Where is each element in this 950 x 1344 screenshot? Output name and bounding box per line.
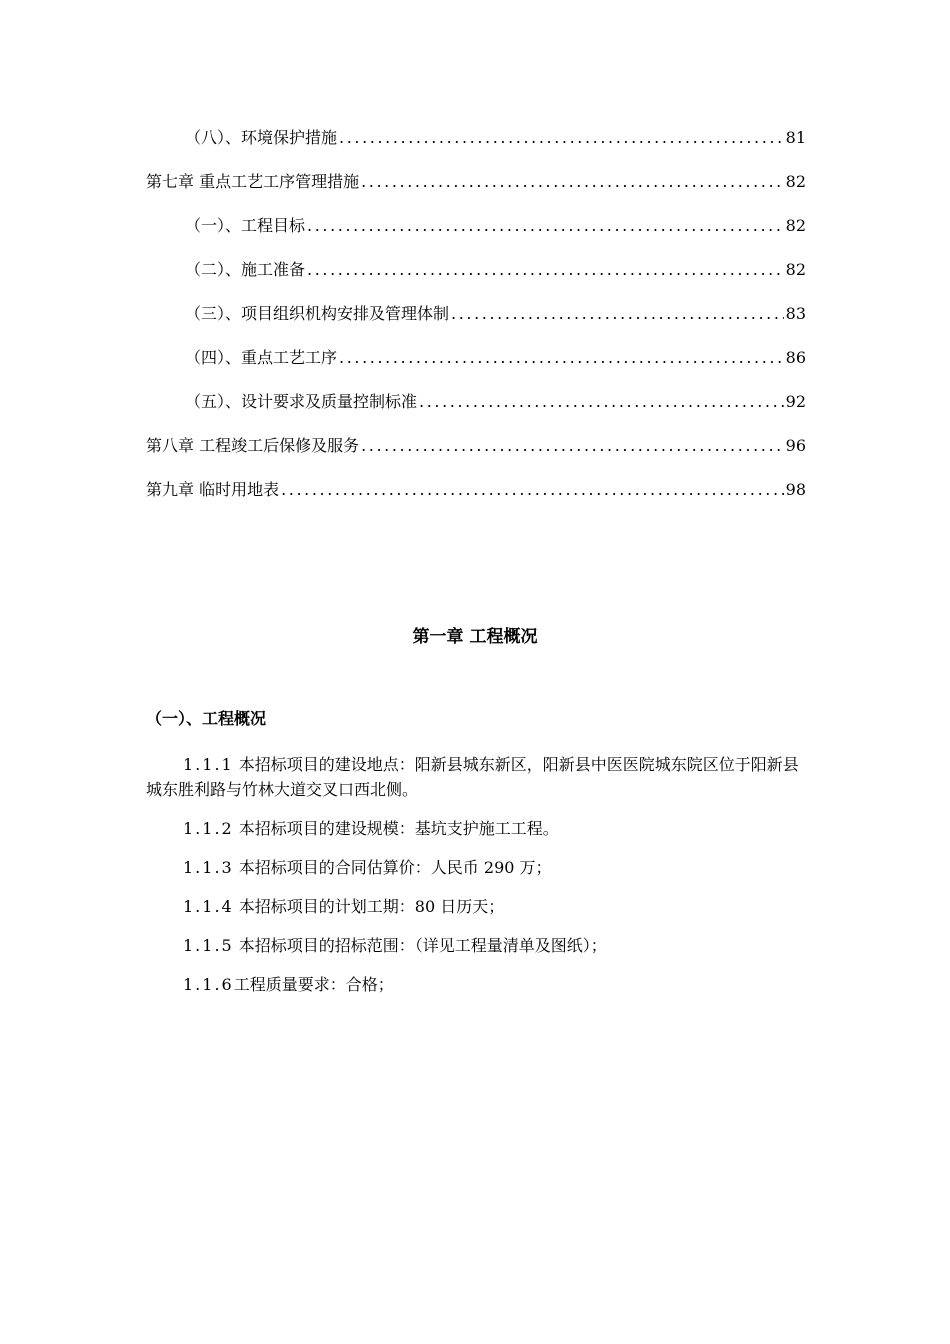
toc-entry[interactable]: [146, 434, 806, 478]
toc-entry-label: （二）、施工准备: [185, 260, 306, 279]
paragraph: [146, 972, 806, 997]
toc-entry-page: 86: [785, 348, 806, 367]
paragraph-text: 本招标项目的建设规模：基坑支护施工工程。: [233, 819, 559, 838]
toc-entry-label: （四）、重点工艺工序: [185, 348, 338, 367]
toc-dot-leader: [419, 390, 784, 414]
toc-entry-label: 第九章 临时用地表: [146, 480, 280, 499]
table-of-contents: [146, 126, 806, 522]
toc-entry[interactable]: [146, 258, 806, 302]
section-heading: （一）、工程概况: [146, 709, 267, 728]
toc-entry-page: 82: [785, 216, 806, 235]
toc-entry-page: 98: [785, 480, 806, 499]
paragraph-text: 本招标项目的建设地点：阳新县城东新区，阳新县中医医院城东院区位于阳新县城东胜利路与竹林大道交叉口西北侧。: [146, 755, 799, 799]
toc-entry-label: 第七章 重点工艺工序管理措施: [146, 172, 360, 191]
toc-dot-leader: [451, 302, 784, 326]
clause-number: 1.1.4: [183, 897, 234, 916]
toc-entry[interactable]: [146, 478, 806, 522]
toc-entry-label: （三）、项目组织机构安排及管理体制: [185, 304, 450, 323]
paragraph: [146, 933, 806, 958]
clause-number: 1.1.6: [183, 975, 234, 994]
toc-entry[interactable]: [146, 390, 806, 434]
paragraph-text: 本招标项目的合同估算价：人民币 290 万；: [233, 858, 552, 877]
clause-number: 1.1.1: [183, 755, 234, 774]
toc-entry-label: （五）、设计要求及质量控制标准: [185, 392, 418, 411]
toc-dot-leader: [339, 126, 784, 150]
toc-entry[interactable]: [146, 346, 806, 390]
toc-entry[interactable]: [146, 170, 806, 214]
toc-dot-leader: [281, 478, 784, 502]
section-body: [146, 752, 806, 1011]
toc-entry-page: 92: [785, 392, 806, 411]
toc-entry-label: （一）、工程目标: [185, 216, 306, 235]
paragraph: [146, 855, 806, 880]
toc-entry-page: 96: [785, 436, 806, 455]
paragraph: [146, 894, 806, 919]
toc-entry-page: 82: [785, 172, 806, 191]
toc-dot-leader: [307, 214, 784, 238]
clause-number: 1.1.5: [183, 936, 234, 955]
toc-entry[interactable]: [146, 302, 806, 346]
paragraph: [146, 816, 806, 841]
toc-entry-label: （八）、环境保护措施: [185, 128, 338, 147]
toc-entry-page: 81: [785, 128, 806, 147]
clause-number: 1.1.2: [183, 819, 234, 838]
toc-entry-page: 82: [785, 260, 806, 279]
toc-entry-label: 第八章 工程竣工后保修及服务: [146, 436, 360, 455]
toc-entry-page: 83: [785, 304, 806, 323]
toc-entry[interactable]: [146, 126, 806, 170]
toc-dot-leader: [361, 434, 784, 458]
toc-dot-leader: [361, 170, 784, 194]
paragraph-text: 工程质量要求：合格；: [233, 975, 394, 994]
paragraph: [146, 752, 806, 802]
toc-dot-leader: [339, 346, 784, 370]
paragraph-text: 本招标项目的计划工期：80 日历天；: [233, 897, 505, 916]
chapter-title: 第一章 工程概况: [412, 627, 538, 647]
paragraph-text: 本招标项目的招标范围：（详见工程量清单及图纸）；: [233, 936, 607, 955]
clause-number: 1.1.3: [183, 858, 234, 877]
toc-dot-leader: [307, 258, 784, 282]
toc-entry[interactable]: [146, 214, 806, 258]
